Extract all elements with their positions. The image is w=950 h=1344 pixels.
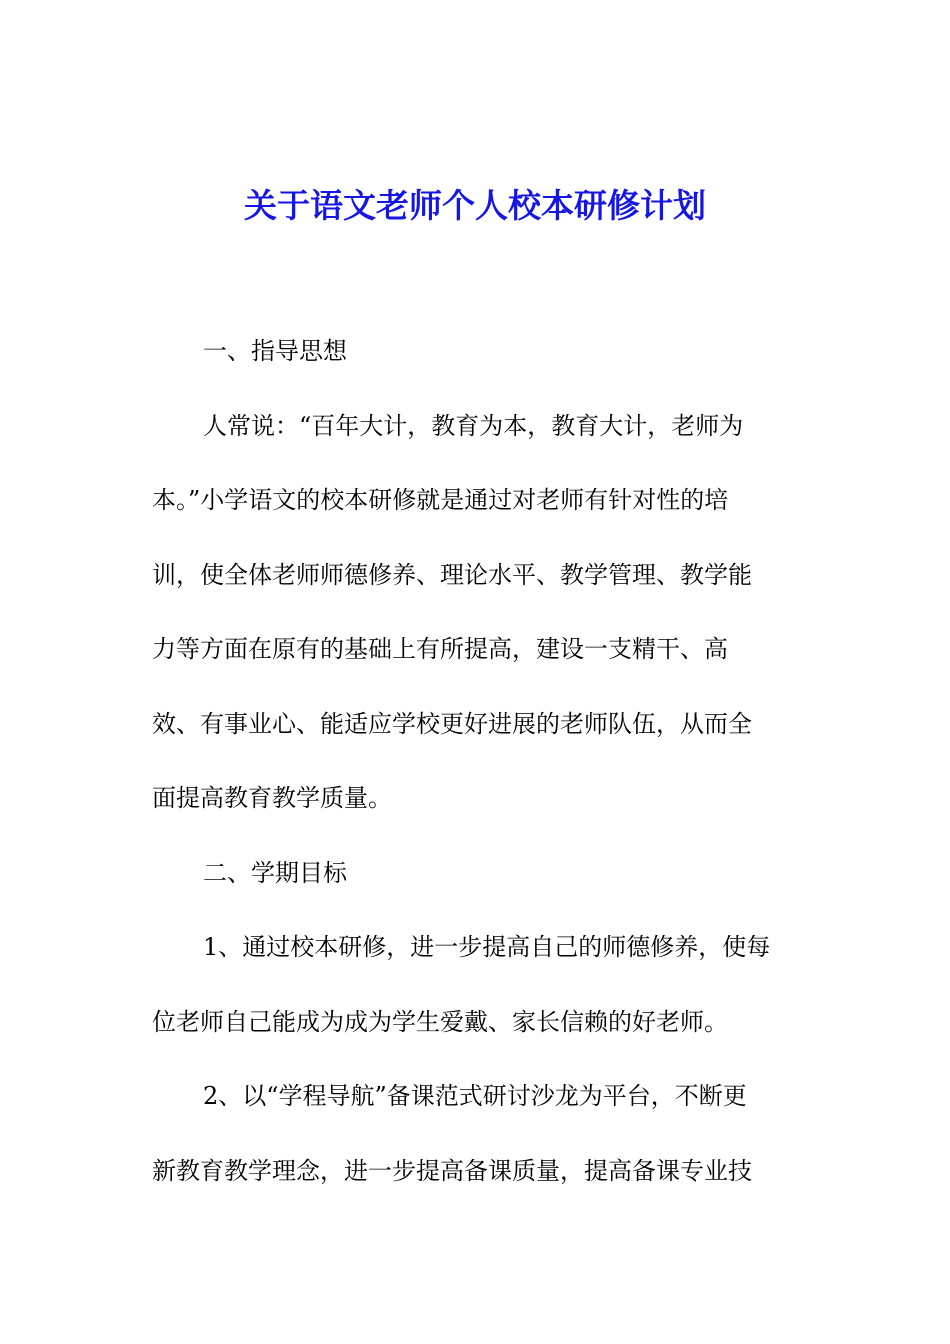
document-title: 关于语文老师个人校本研修计划: [244, 186, 706, 225]
paragraph-line: 效、有事业心、能适应学校更好进展的老师队伍，从而全: [152, 710, 752, 738]
paragraph-line: 位老师自己能成为成为学生爱戴、家长信赖的好老师。: [152, 1008, 728, 1036]
paragraph-line: 2、以“学程导航”备课范式研讨沙龙为平台，不断更: [203, 1082, 747, 1110]
paragraph-line: 训，使全体老师师德修养、理论水平、教学管理、教学能: [152, 561, 752, 589]
paragraph-line: 力等方面在原有的基础上有所提高，建设一支精干、高: [152, 635, 728, 663]
paragraph-line: 人常说：“百年大计，教育为本，教育大计，老师为: [203, 412, 744, 440]
paragraph-line: 1、通过校本研修，进一步提高自己的师德修养，使每: [203, 933, 771, 961]
heading-semester-goals: 二、学期目标: [203, 859, 347, 887]
paragraph-line: 本。”小学语文的校本研修就是通过对老师有针对性的培: [152, 486, 729, 514]
heading-guiding-ideology: 一、指导思想: [203, 337, 347, 365]
paragraph-line: 面提高教育教学质量。: [152, 784, 392, 812]
paragraph-line: 新教育教学理念，进一步提高备课质量，提高备课专业技: [152, 1157, 752, 1185]
